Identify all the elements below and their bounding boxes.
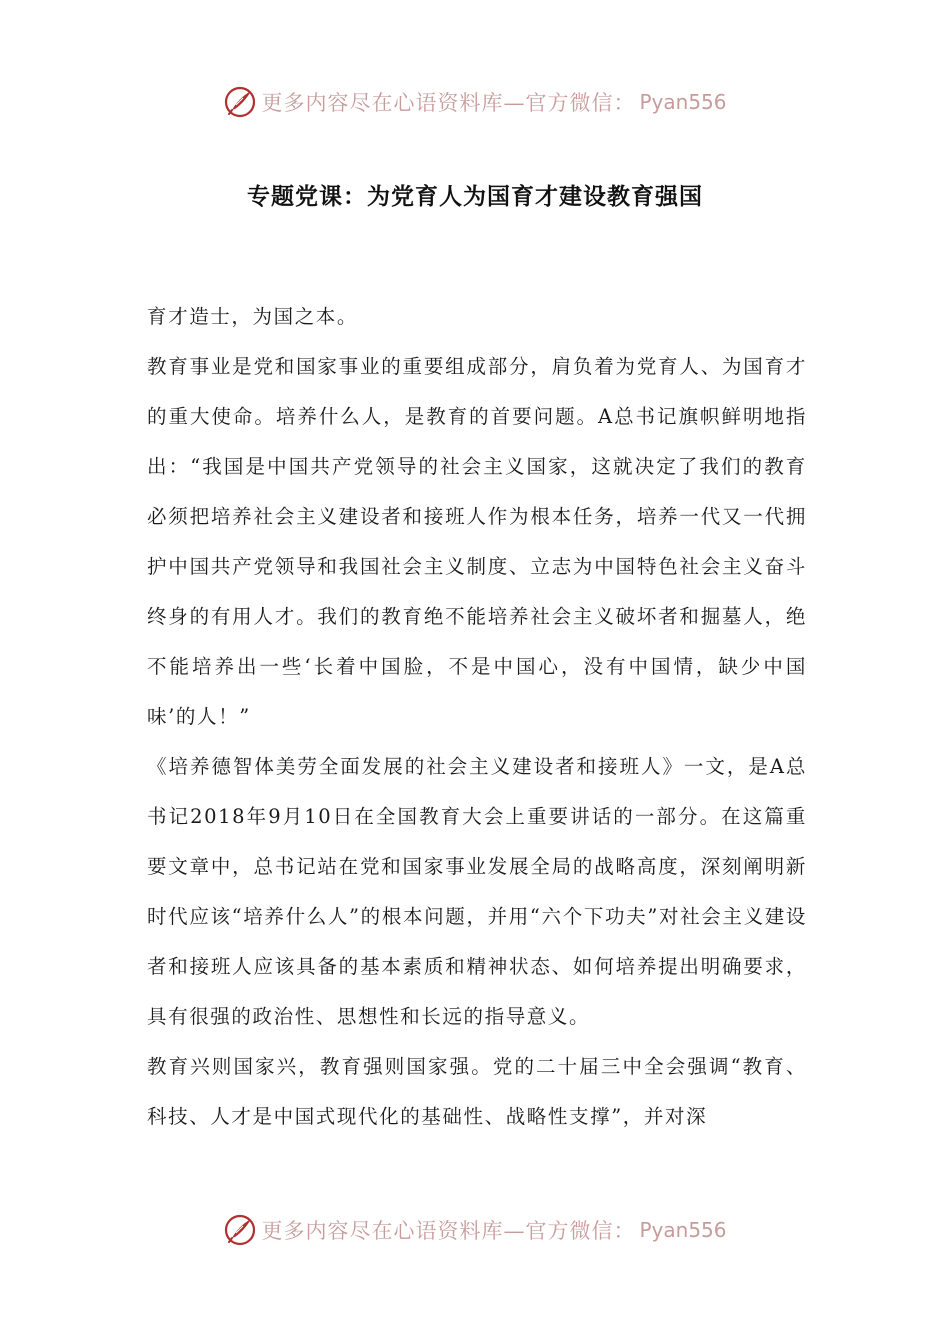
watermark-text: 更多内容尽在心语资料库—官方微信： — [261, 1219, 636, 1243]
footer-watermark-banner — [0, 1208, 950, 1252]
quill-pen-logo-icon — [223, 85, 257, 119]
paragraph: 教育事业是党和国家事业的重要组成部分，肩负着为党育人、为国育才的重大使命。培养什么人，是教育的首要问题。A总书记旗帜鲜明地指出：“我国是中国共产党领导的社会主义国家，这就决定了我们的教育必须把培养社会主义建设者和接班人作为根本任务，培养一代又一代拥护中国共产党领导和我国社会主义制度、立志为中国特色社会主义奋斗终身的有用人才。我们的教育绝不能培养社会主义破坏者和掘墓人，绝不能培养出一些‘长着中国脸，不是中国心，没有中国情，缺少中国味’的人！” — [147, 355, 807, 728]
header-watermark-banner — [0, 80, 950, 124]
paragraph: 教育兴则国家兴，教育强则国家强。党的二十届三中全会强调“教育、科技、人才是中国式现代化的基础性、战略性支撑”，并对深 — [147, 1055, 807, 1128]
paragraph: 《培养德智体美劳全面发展的社会主义建设者和接班人》一文，是A总书记2018年9月10日在全国教育大会上重要讲话的一部分。在这篇重要文章中，总书记站在党和国家事业发展全局的战略高度，深刻阐明新时代应该“培养什么人”的根本问题，并用“六个下功夫”对社会主义建设者和接班人应该具备的基本素质和精神状态、如何培养提出明确要求，具有很强的政治性、思想性和长远的指导意义。 — [147, 755, 807, 1028]
document-body — [147, 292, 807, 1142]
wechat-handle: Pyan556 — [639, 90, 727, 114]
watermark-text: 更多内容尽在心语资料库—官方微信： — [261, 91, 636, 115]
document-title: 专题党课：为党育人为国育才建设教育强国 — [247, 184, 703, 210]
wechat-handle: Pyan556 — [639, 1218, 727, 1242]
quill-pen-logo-icon — [223, 1213, 257, 1247]
paragraph: 育才造士，为国之本。 — [147, 305, 359, 328]
